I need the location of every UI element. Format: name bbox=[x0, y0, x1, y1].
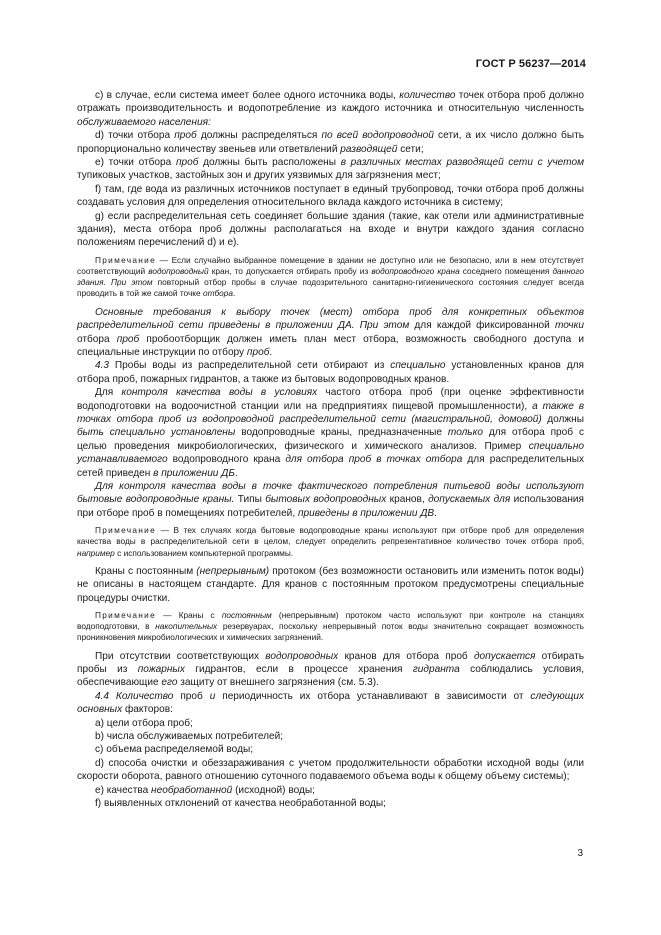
body-paragraph: d) точки отбора проб должны распределяться по всей водопроводной сети, а их число должно быть пропорционально количеству звеньев или ответвлений разводящей сети; bbox=[77, 130, 584, 155]
body-paragraph: b) числа обслуживаемых потребителей; bbox=[95, 731, 284, 743]
body-paragraph: 4.4 Количество проб и периодичность их отбора устанавливают в зависимости от следующих основных факторов: bbox=[77, 690, 584, 716]
body-paragraph: g) если распределительная сеть соединяет большие здания (такие, как отели или административные здания), места отбора проб должны располагаться на входе и внутри каждого здания согласно положениям перечислений d) и e). bbox=[77, 210, 584, 249]
body-paragraph: f) выявленных отклонений от качества необработанной воды; bbox=[95, 798, 386, 810]
body-paragraph: При отсутствии соответствующих водопроводных кранов для отбора проб допускается отбирать пробы из пожарных гидрантов, если в процессе хранения гидранта соблюдались условия, обеспечивающие его защиту от внешнего загрязнения (см. 5.3). bbox=[77, 650, 584, 689]
page-number: 3 bbox=[577, 848, 583, 859]
body-paragraph: 4.3 Пробы воды из распределительной сети отбирают из специально установленных кранов для отбора проб, пожарных гидрантов, а также из бытовых водопроводных кранов. bbox=[77, 360, 584, 385]
note-paragraph: Примечание — Краны с постоянным (непрерывным) протоком часто используют при контроле на станциях водоподготовки, в накопительных резервуарах, поскольку непрерывный поток воды значительно сокращает возможность проникновения микробиологических и химических загрязнений. bbox=[77, 610, 584, 643]
body-paragraph: a) цели отбора проб; bbox=[95, 717, 193, 729]
note-paragraph: Примечание — В тех случаях когда бытовые водопроводные краны используют при отборе проб для определения качества воды в распределительной сети в целом, следует определить репрезентативное количество точек отбора проб, например с использованием компьютерной программы. bbox=[77, 525, 584, 558]
body-paragraph: Краны с постоянным (непрерывным) протоком (без возможности остановить или изменить поток воды) не описаны в настоящем стандарте. Для кранов с постоянным протоком предусмотрены специальные процедуры очистки. bbox=[77, 565, 584, 604]
body-paragraph: f) там, где вода из различных источников поступает в единый трубопровод, точки отбора проб должны создавать условия для определения относительного вклада каждого источника в систему; bbox=[77, 183, 584, 209]
body-paragraph: c) объема распределяемой воды; bbox=[95, 744, 254, 756]
body-paragraph: Основные требования к выбору точек (мест) отбора проб для конкретных объектов распределительной сети приведены в приложении ДА. При этом для каждой фиксированной точки отбора проб пробоотборщик должен иметь план мест отбора, возможность свободного доступа и специальные инструкции по отбору проб. bbox=[77, 306, 585, 358]
body-paragraph: e) точки отбора проб должны быть расположены в различных местах разводящей сети с учетом тупиковых участков, застойных зон и других уязвимых для загрязнения мест; bbox=[77, 157, 585, 182]
body-paragraph: c) в случае, если система имеет более одного источника воды, количество точек отбора проб должно отражать производительность и водопотребление из каждого источника и относительную численность обслуживаемого населения: bbox=[77, 90, 584, 128]
page-content bbox=[77, 89, 584, 811]
note-paragraph: Примечание — Если случайно выбранное помещение в здании не доступно или не безопасно, или в нем отсутствует соответствующий водопроводный кран, то допускается отбирать пробу из водопроводного крана соседнего помещения данного здания. При этом повторный отбор пробы в случае подозрительного санитарно-гигиенического состояния следует всегда проводить в той же самой точке отбора. bbox=[77, 254, 585, 299]
body-paragraph: e) качества необработанной (исходной) воды; bbox=[95, 784, 315, 796]
body-paragraph: Для контроля качества воды в точке фактического потребления питьевой воды используют бытовые водопроводные краны. Типы бытовых водопроводных кранов, допускаемых для использования при отборе проб в помещениях потребителей, приведены в приложении ДВ. bbox=[77, 480, 584, 519]
body-paragraph: d) способа очистки и обеззараживания с учетом продолжительности обработки исходной воды (или скорости оборота, равного отношению суточного подаваемого объема воды к общему объему системы); bbox=[77, 757, 584, 783]
standard-header: ГОСТ Р 56237—2014 bbox=[475, 58, 586, 70]
body-paragraph: Для контроля качества воды в условиях частого отбора проб (при оценке эффективности водоподготовки на водоочистной станции или на предприятиях пищевой промышленности), а также в точках отбора проб из водопроводной распределительной сети (магистральной, домовой) должны быть специально установлены водопроводные краны, предназначенные только для отбора проб с целью проведения микробиологических, физического и химического анализов. Пример специально устанавливаемого водопроводного крана для отбора проб в точках отбора для распределительных сетей приведен в приложении ДБ. bbox=[77, 387, 585, 479]
